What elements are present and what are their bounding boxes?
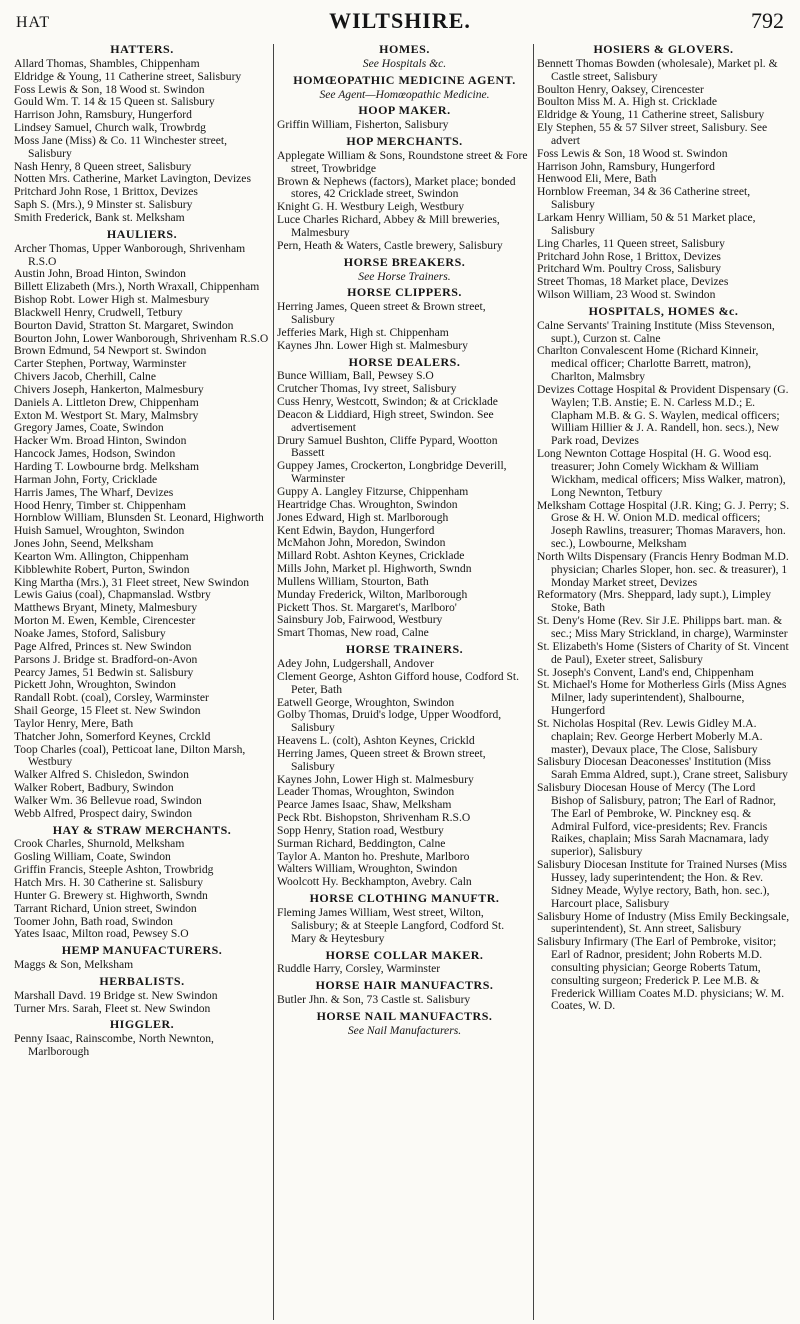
directory-entry: Daniels A. Littleton Drew, Chippenham bbox=[14, 395, 199, 409]
directory-entry: Jefferies Mark, High st. Chippenham bbox=[277, 325, 449, 339]
directory-entry: Bishop Robt. Lower High st. Malmesbury bbox=[14, 293, 210, 307]
column-rule-1 bbox=[273, 44, 274, 1320]
directory-entry: Taylor Henry, Mere, Bath bbox=[14, 716, 134, 730]
directory-entry: Allard Thomas, Shambles, Chippenham bbox=[14, 56, 200, 70]
directory-section bbox=[537, 305, 790, 1013]
directory-entry: Notten Mrs. Catherine, Market Lavington, Devizes bbox=[14, 172, 251, 186]
page-title: WILTSHIRE. bbox=[329, 8, 471, 33]
directory-entry: Butler Jhn. & Son, 73 Castle st. Salisbury bbox=[277, 993, 471, 1007]
section-heading: HORSE NAIL MANUFACTRS. bbox=[316, 1008, 493, 1023]
directory-entry: Salisbury Diocesan Institute for Trained Nurses (Miss Hussey, lady superintendent; the Hon. & Rev. Sidney Meade, Wylye rectory, Bath, hon. sec.), Harcourt place, Salisbury bbox=[537, 858, 787, 910]
directory-entry: Larkam Henry William, 50 & 51 Market place, Salisbury bbox=[537, 210, 756, 237]
directory-entry: St. Joseph's Convent, Land's end, Chippenham bbox=[537, 665, 754, 679]
directory-entry: Hood Henry, Timber st. Chippenham bbox=[14, 498, 186, 512]
directory-entry: Matthews Bryant, Minety, Malmesbury bbox=[14, 601, 198, 615]
section-heading: HOOP MAKER. bbox=[358, 103, 451, 118]
directory-entry: Hancock James, Hodson, Swindon bbox=[14, 447, 176, 461]
directory-entry: Pritchard John Rose, 1 Brittox, Devizes bbox=[537, 249, 721, 263]
directory-entry: Foss Lewis & Son, 18 Wood st. Swindon bbox=[537, 146, 728, 160]
directory-entry: Millard Robt. Ashton Keynes, Cricklade bbox=[277, 549, 465, 563]
section-heading: HORSE TRAINERS. bbox=[345, 642, 464, 657]
directory-entry: Taylor A. Manton ho. Preshute, Marlboro bbox=[277, 849, 470, 863]
directory-entry: Crutcher Thomas, Ivy street, Salisbury bbox=[277, 382, 457, 396]
section-heading: HOSIERS & GLOVERS. bbox=[593, 42, 734, 56]
column-1 bbox=[14, 42, 270, 1062]
section-heading: HIGGLER. bbox=[109, 1017, 175, 1032]
directory-entry: Herring James, Queen street & Brown street, Salisbury bbox=[277, 746, 486, 773]
directory-entry: Boulton Miss M. A. High st. Cricklade bbox=[537, 95, 718, 109]
directory-entry: Gregory James, Coate, Swindon bbox=[14, 421, 164, 435]
directory-entry: Charlton Convalescent Home (Richard Kinneir, medical officer; Charlotte Barrett, matron), Charlton, Malmsbry bbox=[537, 344, 759, 384]
directory-entry: Heavens L. (colt), Ashton Keynes, Crickld bbox=[277, 734, 475, 748]
directory-entry: Kent Edwin, Baydon, Hungerford bbox=[277, 523, 435, 537]
directory-entry: Munday Frederick, Wilton, Marlborough bbox=[277, 587, 468, 601]
section-heading: HAULIERS. bbox=[106, 226, 178, 241]
directory-entry: Randall Robt. (coal), Corsley, Warminster bbox=[14, 691, 209, 705]
directory-entry: Knight G. H. Westbury Leigh, Westbury bbox=[277, 200, 465, 214]
directory-section bbox=[14, 824, 270, 942]
directory-entry: Pickett Thos. St. Margaret's, Marlboro' bbox=[277, 600, 457, 614]
directory-entry: Leader Thomas, Wroughton, Swindon bbox=[277, 785, 455, 799]
directory-entry: Shail George, 15 Fleet st. New Swindon bbox=[14, 704, 201, 718]
directory-entry: Toop Charles (coal), Petticoat lane, Dilton Marsh, Westbury bbox=[14, 742, 246, 769]
column-rule-2 bbox=[533, 44, 534, 1320]
see-reference: See Nail Manufacturers. bbox=[347, 1023, 462, 1037]
directory-entry: Reformatory (Mrs. Sheppard, lady supt.), Limpley Stoke, Bath bbox=[537, 588, 772, 615]
section-heading: HORSE DEALERS. bbox=[348, 354, 461, 369]
directory-entry: Bunce William, Ball, Pewsey S.O bbox=[277, 369, 434, 383]
directory-entry: Kibblewhite Robert, Purton, Swindon bbox=[14, 562, 190, 576]
section-heading: HATTERS. bbox=[110, 42, 174, 56]
running-head-left: HAT bbox=[16, 14, 51, 31]
directory-entry: Crook Charles, Shurnold, Melksham bbox=[14, 837, 185, 851]
directory-section bbox=[537, 43, 790, 302]
directory-entry: St. Michael's Home for Motherless Girls (Miss Agnes Milner, lady superintendent), Shalbourne, Hungerford bbox=[537, 678, 787, 718]
directory-entry: Eatwell George, Wroughton, Swindon bbox=[277, 695, 455, 709]
directory-entry: Harris James, The Wharf, Devizes bbox=[14, 485, 174, 499]
directory-section bbox=[14, 975, 270, 1016]
directory-section bbox=[277, 949, 532, 977]
directory-entry: Surman Richard, Beddington, Calne bbox=[277, 836, 446, 850]
directory-entry: Walters William, Wroughton, Swindon bbox=[277, 862, 458, 876]
directory-section bbox=[277, 892, 532, 945]
directory-entry: Sainsbury Job, Fairwood, Westbury bbox=[277, 613, 443, 627]
directory-entry: Harrison John, Ramsbury, Hungerford bbox=[537, 159, 715, 173]
section-heading: HORSE CLIPPERS. bbox=[347, 285, 462, 300]
directory-entry: St. Deny's Home (Rev. Sir J.E. Philipps bart. man. & sec.; Miss Mary Strickland, in charge), Warminster bbox=[537, 614, 788, 640]
directory-entry: Peck Rbt. Bishopston, Shrivenham R.S.O bbox=[277, 811, 471, 825]
directory-entry: Chivers Jacob, Cherhill, Calne bbox=[14, 370, 156, 384]
directory-entry: Mills John, Market pl. Highworth, Swndn bbox=[277, 562, 472, 576]
directory-section bbox=[277, 74, 532, 102]
directory-entry: Lindsey Samuel, Church walk, Trowbrdg bbox=[14, 121, 206, 135]
page-header bbox=[14, 4, 786, 38]
directory-entry: Long Newnton Cottage Hospital (H. G. Wood esq. treasurer; John Comely Wickham & William Wickham, medical officers; Miss Walker, matron), Long Newnton, Tetbury bbox=[537, 447, 786, 499]
directory-entry: Pritchard John Rose, 1 Brittox, Devizes bbox=[14, 185, 198, 199]
directory-entry: Harrison John, Ramsbury, Hungerford bbox=[14, 108, 192, 122]
directory-entry: Eldridge & Young, 11 Catherine street, Salisbury bbox=[537, 108, 765, 122]
directory-entry: Walker Robert, Badbury, Swindon bbox=[14, 781, 174, 795]
directory-entry: Jones Edward, High st. Marlborough bbox=[277, 510, 449, 524]
directory-entry: Street Thomas, 18 Market place, Devizes bbox=[537, 275, 729, 289]
directory-entry: Salisbury Diocesan Deaconesses' Institution (Miss Sarah Emma Aldred, supt.), Crane street, Salisbury bbox=[537, 755, 788, 782]
see-reference: See Hospitals &c. bbox=[362, 56, 447, 70]
directory-entry: Kaynes Jhn. Lower High st. Malmesbury bbox=[277, 338, 468, 352]
directory-entry: Woolcott Hy. Beckhampton, Avebry. Caln bbox=[277, 875, 472, 889]
directory-entry: Luce Charles Richard, Abbey & Mill breweries, Malmesbury bbox=[277, 213, 500, 239]
directory-entry: Pearce James Isaac, Shaw, Melksham bbox=[277, 798, 452, 812]
section-heading: HEMP MANUFACTURERS. bbox=[61, 943, 223, 958]
directory-section bbox=[277, 286, 532, 352]
directory-entry: Harding T. Lowbourne brdg. Melksham bbox=[14, 460, 200, 473]
directory-entry: Calne Servants' Training Institute (Miss Stevenson, supt.), Curzon st. Calne bbox=[537, 318, 775, 345]
directory-entry: Salisbury Diocesan House of Mercy (The Lord Bishop of Salisbury, patron; The Earl of Radnor, The Earl of Pembroke, W. Pinckney esq. & Admiral Fulford, vice-presidents; Rev. Francis Raikes, chaplain; Miss Sarah Macnamara, lady superior), Salisbury bbox=[537, 781, 776, 859]
directory-entry: Heartridge Chas. Wroughton, Swindon bbox=[277, 497, 458, 511]
directory-entry: Turner Mrs. Sarah, Fleet st. New Swindon bbox=[14, 1001, 211, 1015]
directory-entry: Blackwell Henry, Crudwell, Tetbury bbox=[14, 305, 183, 319]
section-heading: HERBALISTS. bbox=[99, 973, 185, 988]
directory-entry: Cuss Henry, Westcott, Swindon; & at Cricklade bbox=[277, 395, 498, 409]
directory-entry: Kearton Wm. Allington, Chippenham bbox=[14, 549, 189, 563]
directory-entry: Hatch Mrs. H. 30 Catherine st. Salisbury bbox=[14, 876, 204, 889]
section-heading: HORSE CLOTHING MANUFTR. bbox=[309, 891, 500, 906]
section-heading: HAY & STRAW MERCHANTS. bbox=[52, 822, 232, 837]
directory-entry: Eldridge & Young, 11 Catherine street, Salisbury bbox=[14, 69, 242, 83]
directory-entry: Maggs & Son, Melksham bbox=[14, 958, 134, 972]
directory-entry: Drury Samuel Bushton, Cliffe Pypard, Wootton Bassett bbox=[277, 433, 498, 460]
directory-entry: Lewis Gaius (coal), Chapmanslad. Wstbry bbox=[14, 588, 211, 602]
column-3 bbox=[537, 42, 790, 1016]
directory-entry: Toomer John, Bath road, Swindon bbox=[14, 914, 173, 928]
directory-entry: Jones John, Seend, Melksham bbox=[14, 537, 154, 551]
directory-entry: Bourton David, Stratton St. Margaret, Swindon bbox=[14, 318, 234, 332]
directory-entry: Hacker Wm. Broad Hinton, Swindon bbox=[14, 434, 187, 448]
directory-entry: Kaynes John, Lower High st. Malmesbury bbox=[277, 772, 474, 786]
directory-entry: Fleming James William, West street, Wilton, Salisbury; & at Steeple Langford, Codford St. Mary & Heytesbury bbox=[277, 906, 505, 945]
directory-entry: St. Elizabeth's Home (Sisters of Charity of St. Vincent de Paul), Exeter street, Salisbury bbox=[537, 639, 789, 666]
directory-entry: Wilson William, 23 Wood st. Swindon bbox=[537, 288, 716, 302]
directory-entry: King Martha (Mrs.), 31 Fleet street, New Swindon bbox=[14, 575, 250, 589]
directory-entry: Austin John, Broad Hinton, Swindon bbox=[14, 267, 186, 281]
directory-entry: Yates Isaac, Milton road, Pewsey S.O bbox=[14, 927, 189, 941]
directory-section bbox=[14, 228, 270, 821]
directory-entry: Gould Wm. T. 14 & 15 Queen st. Salisbury bbox=[14, 95, 215, 109]
section-heading: HOMES. bbox=[379, 42, 430, 56]
directory-section bbox=[277, 256, 532, 284]
directory-entry: Pickett John, Wroughton, Swindon bbox=[14, 678, 176, 692]
directory-section bbox=[14, 43, 270, 225]
directory-entry: Sopp Henry, Station road, Westbury bbox=[277, 823, 444, 837]
directory-entry: Huish Samuel, Wroughton, Swindon bbox=[14, 524, 185, 538]
directory-entry: Brown & Nephews (factors), Market place; bonded stores, 42 Cricklade street, Swindon bbox=[277, 174, 516, 201]
directory-section bbox=[277, 135, 532, 253]
directory-entry: Walker Wm. 36 Bellevue road, Swindon bbox=[14, 793, 202, 807]
directory-entry: Hornblow William, Blunsden St. Leonard, Highworth bbox=[14, 511, 264, 525]
directory-section bbox=[277, 356, 532, 641]
directory-entry: Ely Stephen, 55 & 57 Silver street, Salisbury. See advert bbox=[537, 121, 768, 147]
directory-entry: Ling Charles, 11 Queen street, Salisbury bbox=[537, 236, 725, 250]
directory-entry: Thatcher John, Somerford Keynes, Crckld bbox=[14, 729, 211, 743]
section-heading: HOSPITALS, HOMES &c. bbox=[588, 303, 739, 318]
directory-entry: Guppy A. Langley Fitzurse, Chippenham bbox=[277, 485, 469, 498]
directory-entry: Adey John, Ludgershall, Andover bbox=[277, 656, 434, 670]
directory-entry: Hornblow Freeman, 34 & 36 Catherine street, Salisbury bbox=[537, 185, 751, 212]
directory-entry: Gosling William, Coate, Swindon bbox=[14, 850, 171, 864]
column-2 bbox=[277, 42, 532, 1041]
directory-entry: Chivers Joseph, Hankerton, Malmesbury bbox=[14, 382, 204, 396]
directory-entry: Mullens William, Stourton, Bath bbox=[277, 574, 429, 588]
directory-entry: St. Nicholas Hospital (Rev. Lewis Gidley M.A. chaplain; Rev. George Herbert Moberly M.A. master), Devaux place, The Close, Salisbury bbox=[537, 716, 763, 756]
directory-entry: Noake James, Stoford, Salisbury bbox=[14, 626, 166, 640]
directory-entry: McMahon John, Moredon, Swindon bbox=[277, 536, 446, 550]
directory-entry: Golby Thomas, Druid's lodge, Upper Woodford, Salisbury bbox=[277, 708, 502, 735]
directory-entry: Moss Jane (Miss) & Co. 11 Winchester street, Salisbury bbox=[14, 133, 228, 160]
directory-entry: North Wilts Dispensary (Francis Henry Bodman M.D. physician; Charles Sloper, hon. sec. & treasurer), 1 Monday Market street, Devizes bbox=[537, 549, 789, 589]
directory-entry: Saph S. (Mrs.), 9 Minster st. Salisbury bbox=[14, 198, 193, 212]
directory-entry: Walker Alfred S. Chisledon, Swindon bbox=[14, 768, 189, 782]
section-heading: HOMŒOPATHIC MEDICINE AGENT. bbox=[293, 72, 516, 87]
section-heading: HORSE COLLAR MAKER. bbox=[325, 947, 484, 962]
directory-entry: Harman John, Forty, Cricklade bbox=[14, 472, 158, 486]
directory-entry: Deacon & Liddiard, High street, Swindon. See advertisement bbox=[277, 407, 494, 434]
directory-entry: Salisbury Infirmary (The Earl of Pembroke, visitor; Earl of Radnor, president; John Roberts M.D. consulting physician; George Roberts Tatum, consulting surgeon; Frederick P. Lee M.B. & Frederick William Coates M.D. physicians; W. M. Coates, W. D. bbox=[537, 935, 785, 1013]
directory-section bbox=[277, 43, 532, 71]
directory-entry: Carter Stephen, Portway, Warminster bbox=[14, 357, 187, 371]
directory-entry: Hunter G. Brewery st. Highworth, Swndn bbox=[14, 888, 208, 902]
directory-entry: Smart Thomas, New road, Calne bbox=[277, 626, 429, 640]
directory-entry: Griffin William, Fisherton, Salisbury bbox=[277, 118, 449, 132]
section-heading: HORSE HAIR MANUFACTRS. bbox=[315, 978, 494, 993]
directory-entry: Nash Henry, 8 Queen street, Salisbury bbox=[14, 159, 192, 173]
directory-entry: Henwood Eli, Mere, Bath bbox=[537, 172, 657, 186]
directory-entry: Herring James, Queen street & Brown street, Salisbury bbox=[277, 300, 486, 327]
directory-entry: Exton M. Westport St. Mary, Malmsbry bbox=[14, 408, 199, 422]
directory-entry: Parsons J. Bridge st. Bradford-on-Avon bbox=[14, 652, 198, 666]
directory-entry: Tarrant Richard, Union street, Swindon bbox=[14, 901, 197, 915]
directory-entry: Webb Alfred, Prospect dairy, Swindon bbox=[14, 806, 192, 820]
directory-section bbox=[277, 104, 532, 132]
directory-entry: Applegate William & Sons, Roundstone street & Fore street, Trowbridge bbox=[277, 148, 528, 175]
directory-entry: Boulton Henry, Oaksey, Cirencester bbox=[537, 82, 704, 96]
directory-entry: Clement George, Ashton Gifford house, Codford St. Peter, Bath bbox=[277, 669, 520, 696]
section-heading: HORSE BREAKERS. bbox=[343, 254, 466, 269]
directory-entry: Foss Lewis & Son, 18 Wood st. Swindon bbox=[14, 82, 205, 96]
directory-entry: Griffin Francis, Steeple Ashton, Trowbridg bbox=[14, 863, 214, 877]
directory-entry: Penny Isaac, Rainscombe, North Newnton, Marlborough bbox=[14, 1032, 214, 1059]
directory-entry: Devizes Cottage Hospital & Provident Dispensary (G. Waylen; T.B. Anstie; E. N. Carless M.D.; E. Clapham M.B. & G. S. Waylen, medical officers; William Hillier & J. A. Randell, hon. secs.), New Park road, Devizes bbox=[537, 382, 789, 448]
directory-section bbox=[277, 643, 532, 889]
directory-section bbox=[277, 979, 532, 1007]
see-reference: See Horse Trainers. bbox=[358, 269, 451, 283]
directory-section bbox=[14, 1018, 270, 1059]
directory-entry: Melksham Cottage Hospital (J.R. King; G. J. Perry; S. Grose & H. W. Onion M.D. medical officers; Joseph Rawlins, treasurer; Thomas Maravers, hon. sec.), Lowbourne, Melksham bbox=[537, 498, 790, 551]
directory-entry: Bourton John, Lower Wanborough, Shrivenham R.S.O bbox=[14, 331, 269, 345]
directory-section bbox=[277, 1010, 532, 1038]
directory-entry: Pern, Heath & Waters, Castle brewery, Salisbury bbox=[277, 238, 503, 252]
directory-entry: Page Alfred, Princes st. New Swindon bbox=[14, 639, 192, 653]
directory-entry: Billett Elizabeth (Mrs.), North Wraxall, Chippenham bbox=[14, 280, 260, 294]
page-number: 792 bbox=[751, 8, 784, 33]
directory-section bbox=[14, 944, 270, 972]
directory-entry: Ruddle Harry, Corsley, Warminster bbox=[277, 962, 441, 976]
directory-entry: Archer Thomas, Upper Wanborough, Shrivenham R.S.O bbox=[14, 241, 246, 268]
directory-entry: Morton M. Ewen, Kemble, Cirencester bbox=[14, 614, 196, 628]
see-reference: See Agent—Homœopathic Medicine. bbox=[319, 87, 490, 101]
directory-entry: Pritchard Wm. Poultry Cross, Salisbury bbox=[537, 262, 721, 276]
directory-entry: Brown Edmund, 54 Newport st. Swindon bbox=[14, 344, 207, 358]
section-heading: HOP MERCHANTS. bbox=[346, 134, 463, 149]
directory-entry: Salisbury Home of Industry (Miss Emily Beckingsale, superintendent), St. Ann street, Salisbury bbox=[537, 909, 790, 936]
directory-entry: Pearcy James, 51 Bedwin st. Salisbury bbox=[14, 665, 194, 679]
directory-entry: Marshall Davd. 19 Bridge st. New Swindon bbox=[14, 988, 218, 1002]
directory-entry: Smith Frederick, Bank st. Melksham bbox=[14, 210, 185, 224]
directory-entry: Guppey James, Crockerton, Longbridge Deverill, Warminster bbox=[277, 459, 507, 486]
directory-entry: Bennett Thomas Bowden (wholesale), Market pl. & Castle street, Salisbury bbox=[537, 56, 778, 83]
